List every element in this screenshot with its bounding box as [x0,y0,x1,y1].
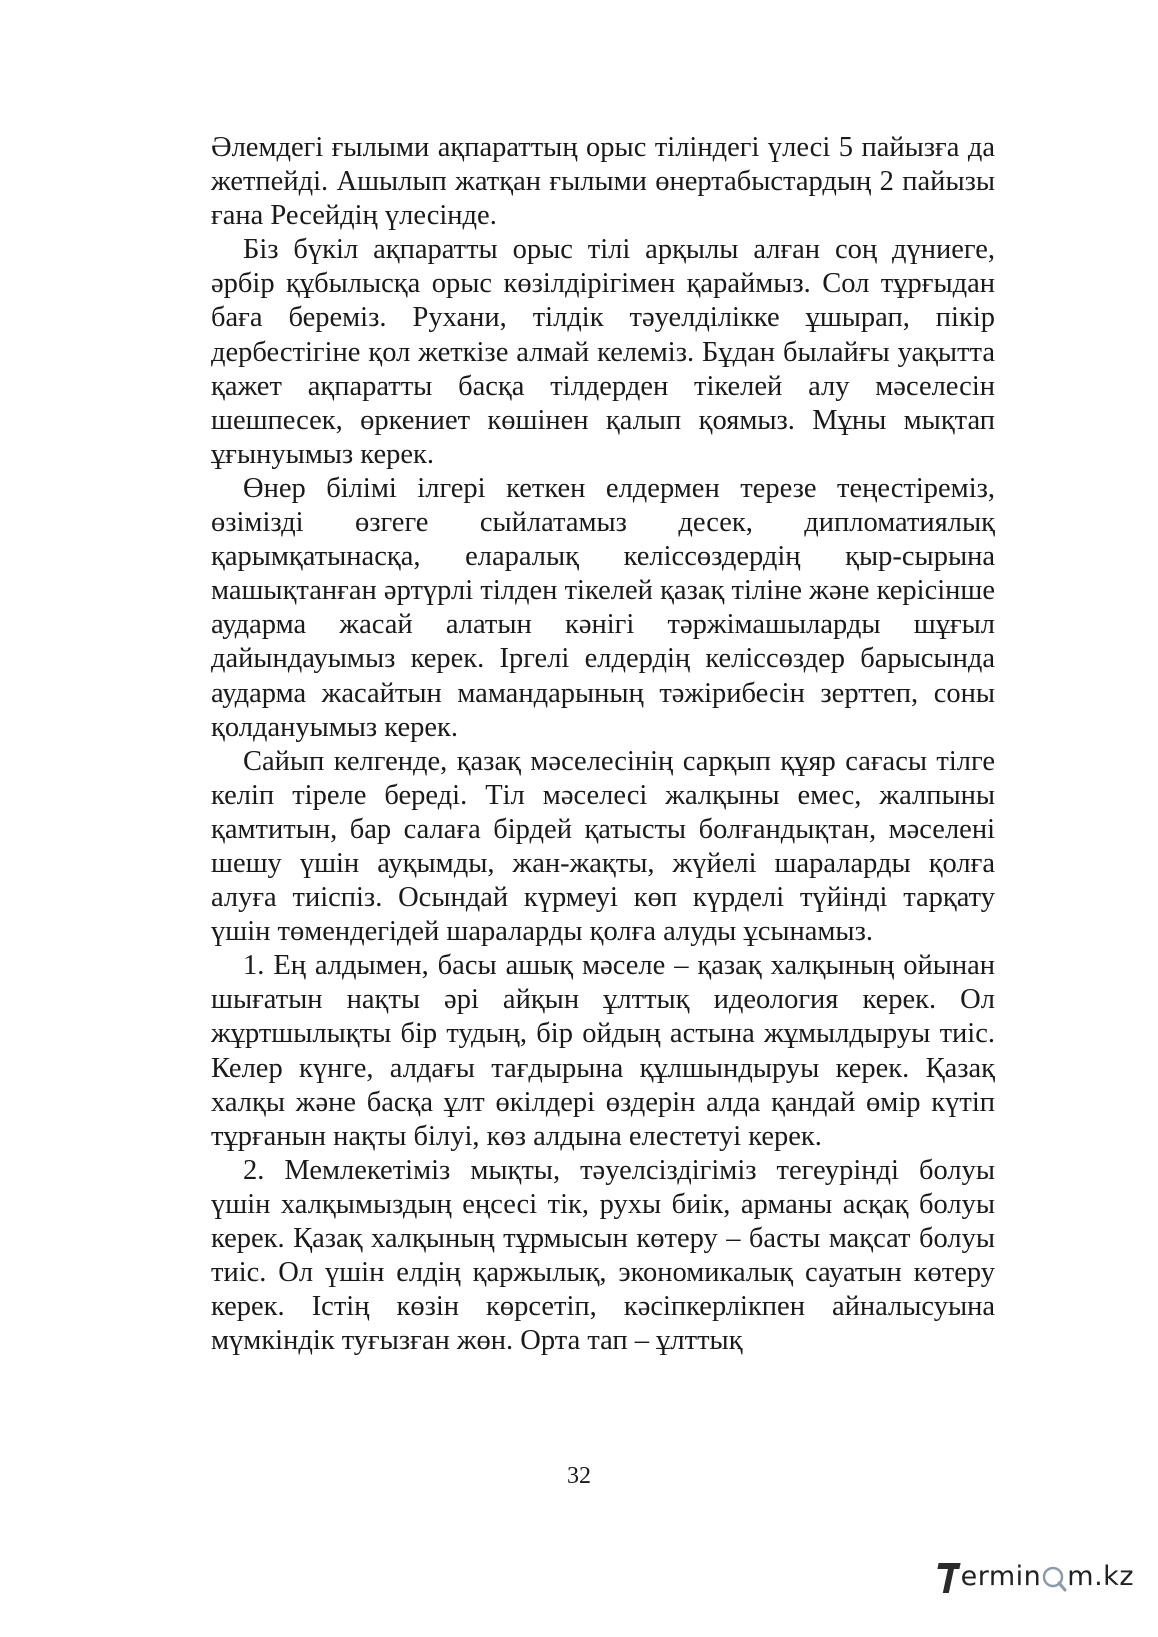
watermark-text-start: ermin [960,1561,1042,1592]
paragraph-2: Біз бүкіл ақпаратты орыс тілі арқылы алған соң дүниеге, әрбір құбылысқа орыс көзілдірігімен қараймыз. Сол тұрғыдан баға береміз. Рухани, тілдік тәуелділікке ұшырап, пікір дербестігіне қол жеткізе алмай келеміз. Бұдан былайғы уақытта қажет ақпаратты басқа тілдерден тікелей алу мәселесін шешпесек, өркениет көшінен қалып қоямыз. Мұны мықтап ұғынуымыз керек. [211,234,995,470]
watermark-text-end: m.kz [1067,1561,1134,1592]
paragraph-3: Өнер білімі ілгері кеткен елдермен терезе теңестіреміз, өзімізді өзгеге сыйлатамыз десек, дипломатиялық қарымқатынасқа, еларалық келіссөздердің қыр-сырына машықтанған әртүрлі тілден тікелей қазақ тіліне және керісінше аударма жасай алатын кәнігі тәржімашыларды шұғыл дайындауымыз керек. Іргелі елдердің келіссөздер барысында аударма жасайтын мамандарының тәжірибесін зерттеп, соны қолдануымыз керек. [211,472,995,743]
paragraph-1: Әлемдегі ғылыми ақпараттың орыс тіліндегі үлесі 5 пайызға да жетпейді. Ашылып жатқан ғылыми өнертабыстардың 2 пайызы ғана Ресейдің үлесінде. [211,132,995,232]
paragraph-6: 2. Мемлекетіміз мықты, тәуелсіздігіміз тегеурінді болуы үшін халқымыздың еңсесі тік, рухы биік, арманы асқақ болуы керек. Қазақ халқының тұрмысын көтеру – басты мақсат болуы тиіс. Ол үшін елдің қаржылық, экономикалық сауатын көтеру керек. Істің көзін көрсетіп, кәсіпкерлікпен айналысуына мүмкіндік туғызған жөн. Орта тап – ұлттық [211,1154,995,1357]
body-text [211,131,995,1358]
termincom-logo-icon [938,1559,960,1595]
paragraph-5: 1. Ең алдымен, басы ашық мәселе – қазақ халқының ойынан шығатын нақты әрі айқын ұлттық идеология керек. Ол жұртшылықты бір тудың, бір ойдың астына жұмылдыруы тиіс. Келер күнге, алдағы тағдырына құлшындыруы керек. Қазақ халқы және басқа ұлт өкілдері өздерін алда қандай өмір күтіп тұрғанын нақты білуі, көз алдына елестетуі керек. [211,950,995,1152]
paragraph-4: Сайып келгенде, қазақ мәселесінің сарқып құяр сағасы тілге келіп тіреле береді. Тіл мәселесі жалқыны емес, жалпыны қамтитын, бар салаға бірдей қатысты болғандықтан, мәселені шешу үшін ауқымды, жан-жақты, жүйелі шараларды қолға алуға тиіспіз. Осындай күрмеуі көп күрделі түйінді тарқату үшін төмендегідей шараларды қолға алуды ұсынамыз. [211,745,995,948]
magnifier-icon [1041,1559,1067,1595]
termincom-watermark [938,1557,1134,1597]
page-number: 32 [567,1463,591,1489]
